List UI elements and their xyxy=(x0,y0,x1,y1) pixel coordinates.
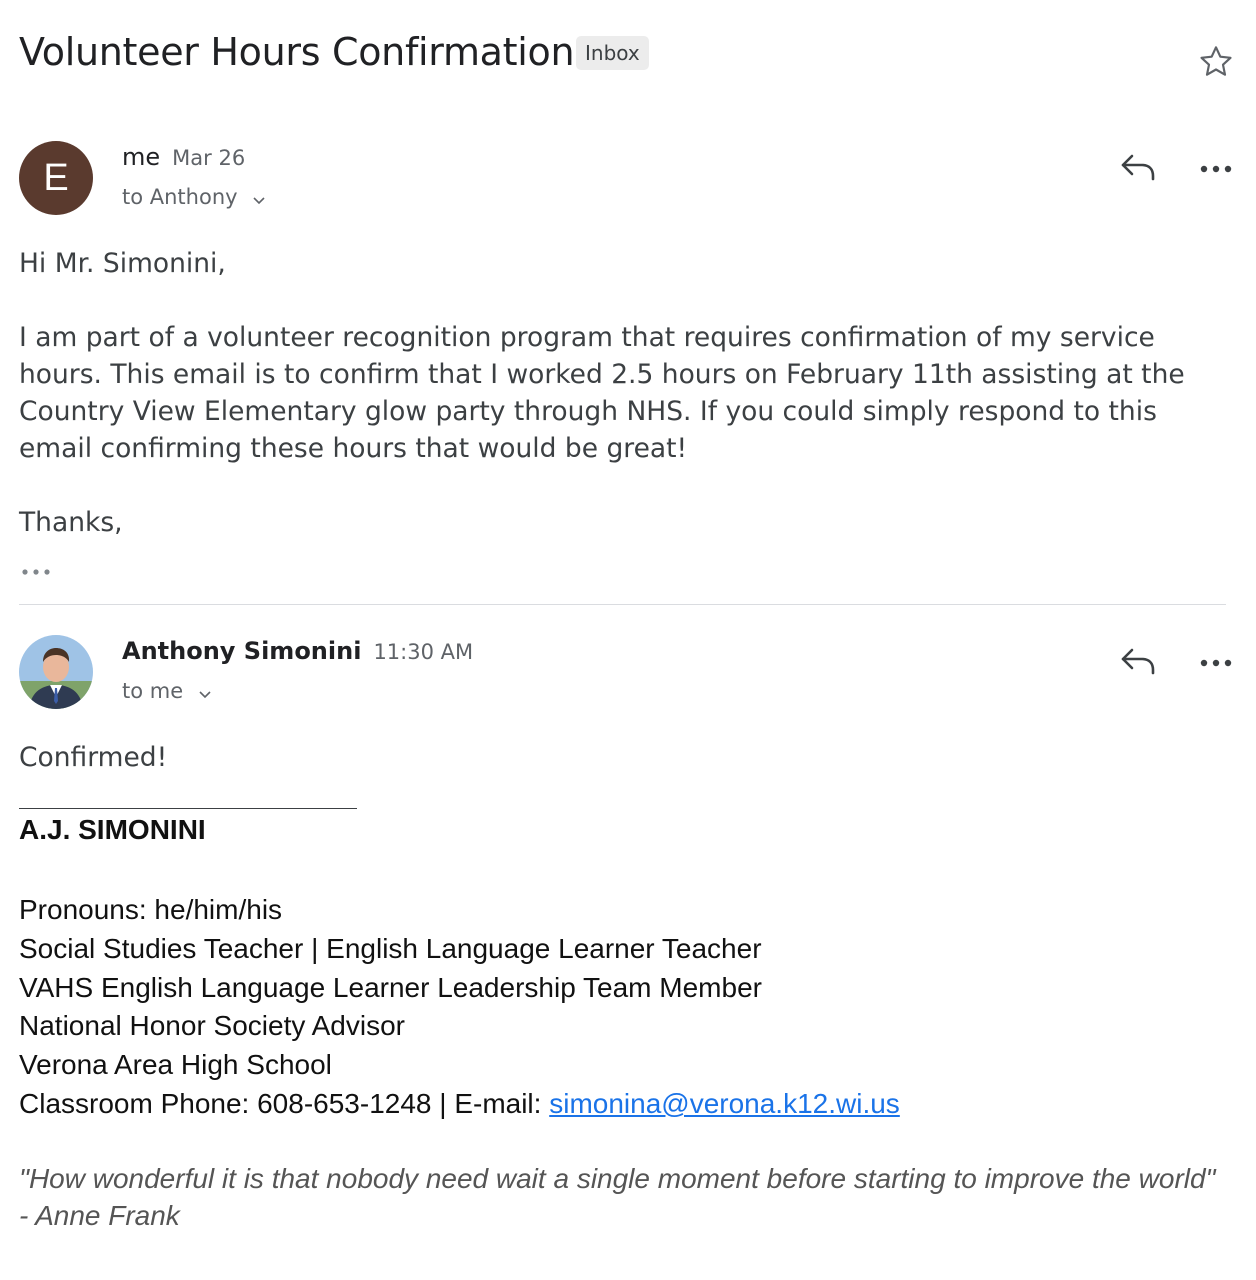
avatar[interactable] xyxy=(19,635,93,709)
signature-phone: Classroom Phone: 608-653-1248 | E-mail: xyxy=(19,1087,550,1119)
greeting: Hi Mr. Simonini, xyxy=(19,248,226,279)
avatar[interactable] xyxy=(19,141,93,215)
closing: Thanks, xyxy=(19,507,123,538)
reply-icon[interactable] xyxy=(1118,641,1158,681)
message-header-1[interactable] xyxy=(19,141,1236,221)
signature-name: A.J. SIMONINI xyxy=(19,814,206,845)
body-paragraph: I am part of a volunteer recognition program that requires confirmation of my service hours. This email is to confirm that I worked 2.5 hours on February 11th assisting at the Country View Elementary glow party through NHS. If you could simply respond to this email confirming these hours that would be great! xyxy=(19,322,1185,464)
signature-school: Verona Area High School xyxy=(19,1049,332,1081)
message-body-2 xyxy=(19,739,1228,776)
sender-name xyxy=(122,637,473,665)
signature-email-link[interactable]: simonina@verona.k12.wi.us xyxy=(549,1087,900,1119)
signature-role: National Honor Society Advisor xyxy=(19,1010,405,1042)
signature-title: Social Studies Teacher | English Language Learner Teacher xyxy=(19,932,762,964)
reply-icon[interactable] xyxy=(1118,147,1158,187)
email-signature xyxy=(19,814,1236,846)
signature-quote: "How wonderful it is that nobody need wait a single moment before starting to improve the world" - Anne Frank xyxy=(19,1163,1216,1231)
more-options-icon[interactable] xyxy=(1196,147,1236,187)
recipient-text: to me xyxy=(122,679,184,703)
inbox-label-badge[interactable]: Inbox xyxy=(576,36,649,70)
message-time: 11:30 AM xyxy=(373,640,474,664)
signature-separator xyxy=(19,808,357,809)
thread-header xyxy=(19,28,1236,88)
signature-pronouns: Pronouns: he/him/his xyxy=(19,894,283,925)
sender-name-text: me xyxy=(122,143,161,171)
chevron-down-icon xyxy=(252,186,266,210)
recipient-details-toggle[interactable] xyxy=(122,679,212,704)
sender-name-text: Anthony Simonini xyxy=(122,637,362,665)
email-subject: Volunteer Hours Confirmation xyxy=(19,30,575,74)
reply-text: Confirmed! xyxy=(19,742,168,773)
avatar-letter: E xyxy=(43,156,69,199)
recipient-text: to Anthony xyxy=(122,185,238,209)
message-header-2[interactable] xyxy=(19,635,1236,715)
star-icon[interactable] xyxy=(1196,42,1236,82)
signature-details xyxy=(19,891,1236,1124)
message-body-1 xyxy=(19,245,1228,541)
sender-name xyxy=(122,143,245,171)
show-trimmed-content-icon[interactable] xyxy=(18,560,58,580)
more-options-icon[interactable] xyxy=(1196,641,1236,681)
recipient-details-toggle[interactable] xyxy=(122,185,266,210)
signature-team: VAHS English Language Learner Leadership Team Member xyxy=(19,971,762,1003)
chevron-down-icon xyxy=(198,680,212,704)
profile-photo-icon xyxy=(19,635,93,709)
signature-contact xyxy=(19,1085,1236,1124)
message-date: Mar 26 xyxy=(172,146,246,170)
message-divider xyxy=(19,604,1226,605)
